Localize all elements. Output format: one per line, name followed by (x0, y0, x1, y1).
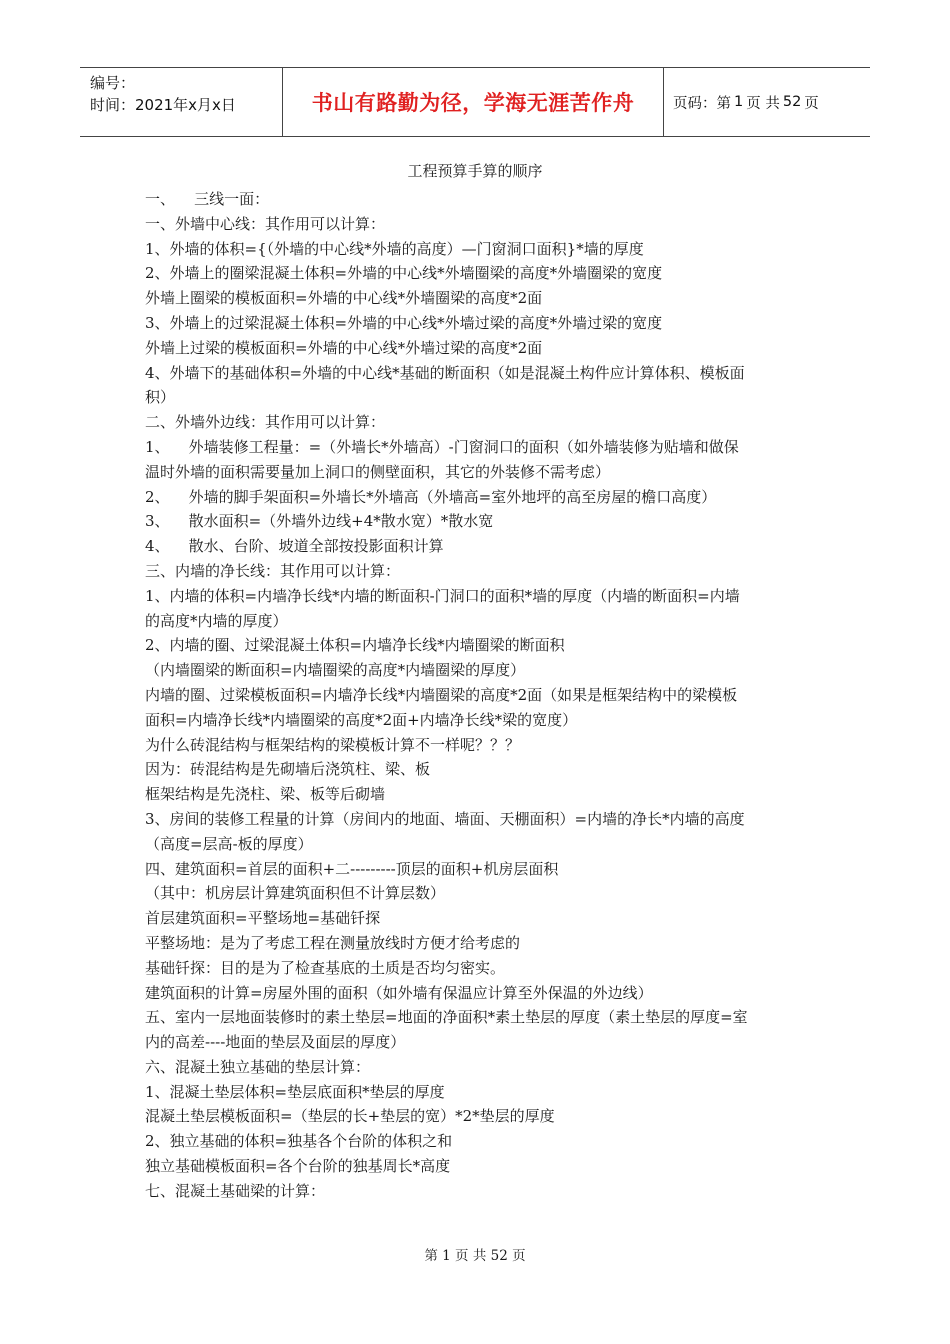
document-line: 3、房间的装修工程量的计算（房间内的地面、墙面、天棚面积）=内墙的净长*内墙的高度 (145, 809, 745, 828)
document-line: 外墙上过梁的模板面积=外墙的中心线*外墙过梁的高度*2面 (145, 338, 543, 357)
document-line: 基础钎探：目的是为了检查基底的土质是否均匀密实。 (145, 958, 506, 977)
page-mid: 页 共 (746, 95, 780, 112)
document-line: 框架结构是先浇柱、梁、板等后砌墙 (145, 785, 386, 804)
page-footer: 第 1 页 共 52 页 (424, 1248, 526, 1264)
document-line: 一、外墙中心线：其作用可以计算： (145, 214, 386, 233)
header-page-info (663, 68, 822, 136)
document-line: 内的高差----地面的垫层及面层的厚度） (145, 1033, 406, 1052)
document-line: 七、混凝土基础梁的计算： (145, 1181, 326, 1200)
header-meta (90, 72, 280, 116)
page-prefix: 页码：第 (673, 95, 731, 112)
document-line: 混凝土垫层模板面积=（垫层的长+垫层的宽）*2*垫层的厚度 (145, 1107, 555, 1126)
document-line: 3、外墙上的过梁混凝土体积=外墙的中心线*外墙过梁的高度*外墙过梁的宽度 (145, 313, 663, 332)
document-line: 平整场地：是为了考虑工程在测量放线时方便才给考虑的 (145, 933, 521, 952)
document-line: 1、混凝土垫层体积=垫层底面积*垫层的厚度 (145, 1082, 445, 1101)
document-title: 工程预算手算的顺序 (407, 162, 543, 180)
document-line: 内墙的圈、过梁模板面积=内墙净长线*内墙圈梁的高度*2面（如果是框架结构中的梁模板 (145, 685, 738, 704)
time-label: 时间：2021年x月x日 (90, 96, 236, 114)
document-line: 1、 外墙装修工程量：=（外墙长*外墙高）-门窗洞口的面积（如外墙装修为贴墙和做保 (145, 437, 739, 456)
document-line: 2、独立基础的体积=独基各个台阶的体积之和 (145, 1132, 453, 1151)
document-line: 2、外墙上的圈梁混凝土体积=外墙的中心线*外墙圈梁的高度*外墙圈梁的宽度 (145, 264, 663, 283)
document-line: 积） (145, 388, 176, 407)
document-line: 四、建筑面积=首层的面积+二---------顶层的面积+机房层面积 (145, 859, 559, 878)
document-line: 1、内墙的体积=内墙净长线*内墙的断面积-门洞口的面积*墙的厚度（内墙的断面积=内墙 (145, 586, 740, 605)
document-line: 1、外墙的体积={（外墙的中心线*外墙的高度）—门窗洞口面积}*墙的厚度 (145, 239, 644, 258)
document-line: 4、外墙下的基础体积=外墙的中心线*基础的断面积（如是混凝土构件应计算体积、模板面 (145, 363, 745, 382)
page-number: 1 (734, 94, 744, 110)
document-body (145, 187, 817, 1204)
document-line: （内墙圈梁的断面积=内墙圈梁的高度*内墙圈梁的厚度） (145, 661, 526, 680)
document-line: 建筑面积的计算=房屋外围的面积（如外墙有保温应计算至外保温的外边线） (145, 983, 653, 1002)
document-line: 独立基础模板面积=各个台阶的独基周长*高度 (145, 1157, 451, 1176)
document-line: 2、内墙的圈、过梁混凝土体积=内墙净长线*内墙圈梁的断面积 (145, 636, 565, 655)
document-line: 首层建筑面积=平整场地=基础钎探 (145, 909, 381, 928)
document-line: 为什么砖混结构与框架结构的梁模板计算不一样呢？？？ (145, 735, 521, 754)
header-slogan: 书山有路勤为径，学海无涯苦作舟 (282, 68, 664, 136)
document-line: 3、 散水面积=（外墙外边线+4*散水宽）*散水宽 (145, 512, 494, 531)
document-line: 4、 散水、台阶、坡道全部按投影面积计算 (145, 537, 444, 556)
document-line: 外墙上圈梁的模板面积=外墙的中心线*外墙圈梁的高度*2面 (145, 289, 543, 308)
document-line: 2、 外墙的脚手架面积=外墙长*外墙高（外墙高=室外地坪的高至房屋的檐口高度） (145, 487, 717, 506)
document-line: 六、混凝土独立基础的垫层计算： (145, 1057, 371, 1076)
document-line: 面积=内墙净长线*内墙圈梁的高度*2面+内墙净长线*梁的宽度） (145, 710, 578, 729)
document-line: （其中：机房层计算建筑面积但不计算层数） (145, 884, 446, 903)
document-line: 二、外墙外边线：其作用可以计算： (145, 413, 386, 432)
page-total: 52 (782, 94, 802, 110)
document-line: 因为：砖混结构是先砌墙后浇筑柱、梁、板 (145, 760, 431, 779)
page-suffix: 页 (804, 95, 819, 112)
document-line: 的高度*内墙的厚度） (145, 611, 288, 630)
document-line: （高度=层高-板的厚度） (145, 834, 313, 853)
document-line: 一、 三线一面： (145, 190, 270, 208)
page-header (80, 67, 870, 137)
document-line: 三、内墙的净长线：其作用可以计算： (145, 561, 401, 580)
serial-label: 编号： (90, 74, 136, 92)
document-line: 温时外墙的面积需要量加上洞口的侧壁面积，其它的外装修不需考虑） (145, 462, 611, 481)
document-line: 五、室内一层地面装修时的素土垫层=地面的净面积*素土垫层的厚度（素土垫层的厚度=室 (145, 1008, 748, 1027)
